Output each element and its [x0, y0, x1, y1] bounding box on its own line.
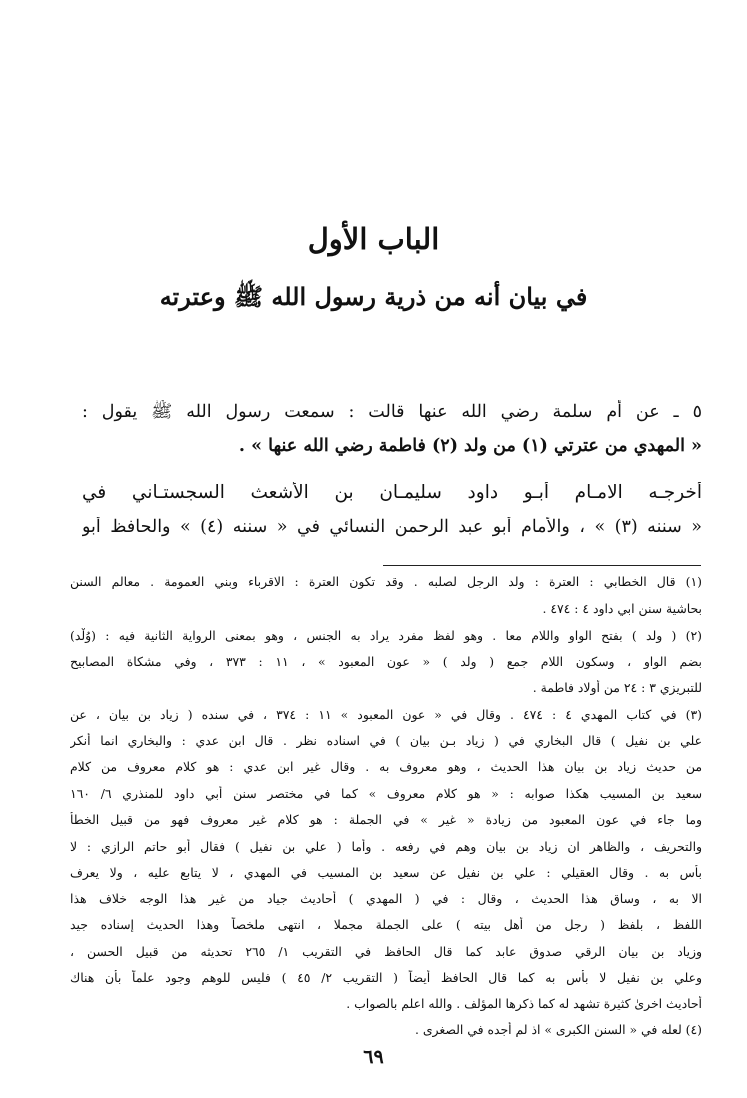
footnote-line: (٢) ( ولد ) بفتح الواو واللام معا . وهو لفظ مفرد يراد به الجنس ، وهو بمعنى الرواية الثانية فيه : (وُلْد) [70, 628, 702, 643]
main-text-line: « المهدي من عترتي (١) من ولد (٢) فاطمة رضي الله عنها » . [238, 436, 702, 456]
footnote-line: علي بن نفيل ) قال البخاري في ( زياد بـن بيان ) في اسناده نظر . قال ابن عدي : والبخاري انما أنكر [70, 733, 702, 748]
footnote-line: (١) قال الخطابي : العترة : ولد الرجل لصلبه . وقد تكون العترة : الاقرباء وبني العمومة . معالم السنن [70, 574, 702, 589]
footnote-line: بضم الواو ، وسكون اللام جمع ( ولد ) « عون المعبود » ، ١١ : ٣٧٣ ، وفي مشكاة المصابيح [70, 654, 702, 669]
footnote-line: (٤) لعله في « السنن الكبرى » اذ لم أجده في الصغرى . [414, 1022, 702, 1037]
chapter-title: الباب الأول [307, 222, 440, 256]
footnote-line: (٣) في كتاب المهدي ٤ : ٤٧٤ . وقال في « عون المعبود » ١١ : ٣٧٤ ، في سنده ( زياد بن بيان ، عن [70, 707, 702, 722]
main-text-line: أخرجـه الامـام أبـو داود سليمـان بن الأشعث السجستـاني في [82, 482, 702, 503]
footnote-line: للتبريزي ٣ : ٢٤ من أولاد فاطمة . [532, 680, 702, 695]
footnote-line: من حديث زياد بن بيان هذا الحديث ، وهو معروف به . وقال غير ابن عدي : هو كلام معروف من كلام [70, 759, 702, 774]
footnote-separator [383, 565, 701, 566]
footnote-line: بأس به . وقال العقيلي : علي بن نفيل عن سعيد بن المسيب في المهدي ، لا يتابع عليه ، ولا يعرف [70, 865, 702, 880]
footnote-line: أحاديث اخرىٰ كثيرة تشهد له كما ذكرها المؤلف . والله اعلم بالصواب . [346, 996, 702, 1011]
footnote-line: الا به ، وساق هذا الحديث ، وقال : في ( المهدي ) أحاديث جياد من غير هذا الوجه خلاف هذا [70, 891, 702, 906]
page-number: ٦٩ [363, 1046, 384, 1068]
footnote-line: وزياد بن بيان الرقي صدوق عابد كما قال الحافظ في التقريب ١/ ٢٦٥ تحديثه من قبيل الحسن ، [70, 944, 702, 959]
footnote-line: بحاشية سنن ابي داود ٤ : ٤٧٤ . [542, 601, 702, 616]
footnote-line: وما جاء في عون المعبود من زيادة « غير » في الجملة : هو كلام غير معروف فهو من قبيل الخطأ [70, 812, 702, 827]
footnote-line: والتحريف ، والظاهر ان زياد بن بيان وهم في رفعه . وأما ( علي بن نفيل ) فقال أبو حاتم الرازي : لا [70, 839, 702, 854]
main-text-line: ٥ ـ عن أم سلمة رضي الله عنها قالت : سمعت رسول الله ﷺ يقول : [82, 402, 702, 422]
footnote-line: وعلي بن نفيل لا بأس به كما قال الحافظ أيضاً ( التقريب ٢/ ٤٥ ) فليس للوهم وجود علماً بأن هناك [70, 970, 702, 985]
main-text-line: « سننه (٣) » ، والأمام أبو عبد الرحمن النسائي في « سننه (٤) » والحافظ أبو [82, 517, 702, 537]
footnote-line: سعيد بن المسيب هكذا صوابه : « هو كلام معروف » كما في مختصر سنن أبي داود للمنذري ٦/ ١٦٠ [70, 786, 702, 801]
chapter-subtitle: في بيان أنه من ذرية رسول الله ﷺ وعترته [159, 282, 588, 311]
footnote-line: اللفظ ، بلفظ ( رجل من أهل بيته ) على الجملة مجملا ، انتهى ملخصاً وهذا الحديث إسناده جيد [70, 917, 702, 932]
